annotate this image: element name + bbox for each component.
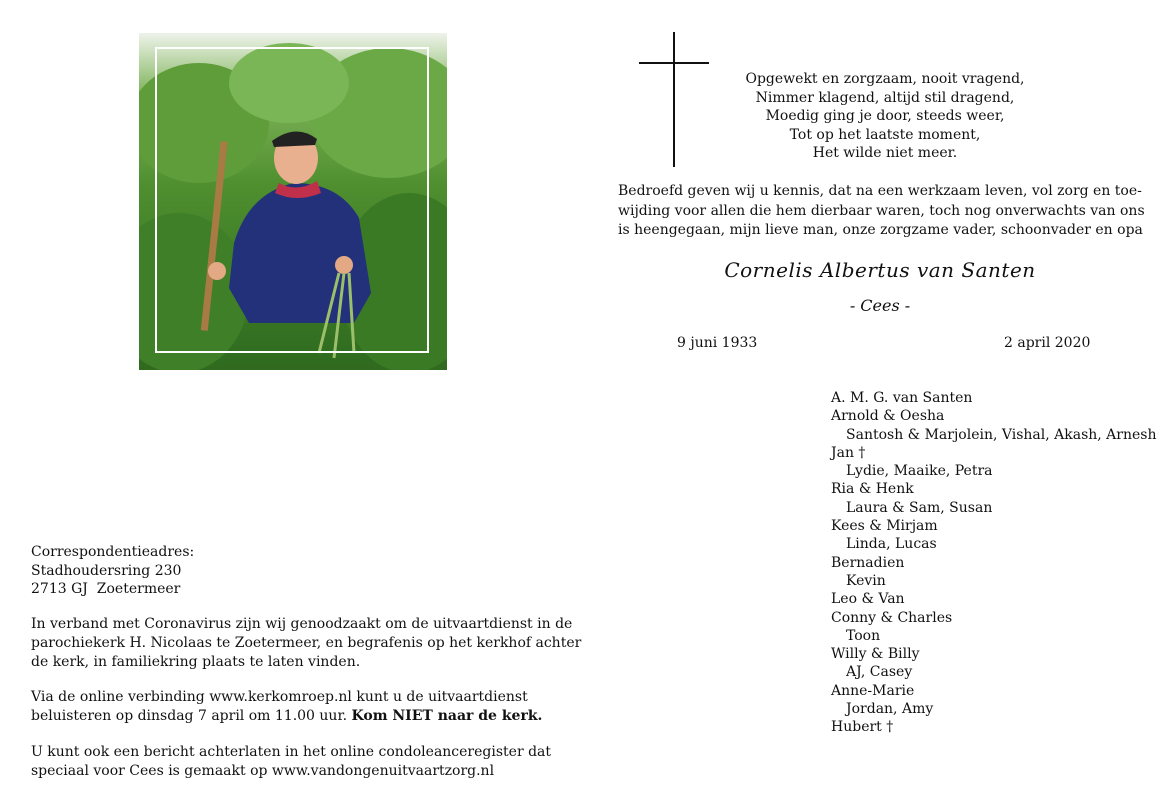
notice-line: speciaal voor Cees is gemaakt op www.vandongenuitvaartzorg.nl (31, 763, 495, 779)
family-grandchildren: Kevin (846, 572, 886, 589)
cross-horizontal (639, 62, 709, 64)
cross-vertical (673, 32, 675, 167)
family-member: Leo & Van (831, 591, 905, 608)
announcement-line: is heengegaan, mijn lieve man, onze zorgzame vader, schoonvader en opa (618, 222, 1143, 238)
notice-line: U kunt ook een bericht achterlaten in het online condoleanceregister dat (31, 744, 552, 760)
announcement (618, 182, 1145, 241)
notice-text: beluisteren op dinsdag 7 april om 11.00 uur. (31, 708, 352, 724)
poem (700, 70, 1070, 163)
family-grandchildren: Jordan, Amy (846, 701, 934, 718)
family-grandchildren: AJ, Casey (846, 664, 913, 681)
family-member: Jan † (831, 444, 866, 461)
photo-frame (155, 47, 429, 353)
deceased-name: Cornelis Albertus van Santen (724, 258, 1036, 282)
announcement-line: wijding voor allen die hem dierbaar waren, toch nog onverwachts van ons (618, 202, 1145, 219)
family-member: Hubert † (831, 719, 894, 736)
family-member: Kees & Mirjam (831, 518, 938, 535)
correspondence-address (31, 543, 194, 599)
correspondence-street: Stadhoudersring 230 (31, 562, 182, 579)
poem-line: Moedig ging je door, steeds weer, (765, 108, 1005, 124)
family-grandchildren: Linda, Lucas (846, 536, 937, 553)
notice-line-2 (31, 707, 571, 726)
nickname: - Cees - (849, 296, 911, 315)
condolence-notice (31, 743, 571, 781)
notice-line: de kerk, in familiekring plaats te laten vinden. (31, 654, 361, 670)
family-list (831, 389, 1157, 737)
online-service-notice (31, 688, 571, 726)
birth-date: 9 juni 1933 (677, 335, 758, 351)
poem-line: Nimmer klagend, altijd stil dragend, (755, 89, 1015, 106)
notice-line: In verband met Coronavirus zijn wij genoodzaakt om de uitvaartdienst in de (31, 616, 573, 632)
family-member: Anne-Marie (831, 682, 915, 699)
family-grandchildren: Toon (846, 627, 881, 644)
family-member: A. M. G. van Santen (831, 390, 973, 406)
poem-line: Opgewekt en zorgzaam, nooit vragend, (745, 71, 1025, 87)
family-member: Willy & Billy (831, 646, 920, 663)
announcement-line: Bedroefd geven wij u kennis, dat na een werkzaam leven, vol zorg en toe- (618, 183, 1142, 199)
family-grandchildren: Santosh & Marjolein, Vishal, Akash, Arnesh (846, 426, 1157, 443)
correspondence-city: 2713 GJ Zoetermeer (31, 581, 181, 597)
poem-line: Tot op het laatste moment, (789, 126, 981, 143)
family-member: Conny & Charles (831, 609, 953, 626)
death-date: 2 april 2020 (1004, 335, 1091, 351)
notice-line: Via de online verbinding www.kerkomroep.nl kunt u de uitvaartdienst (31, 689, 528, 705)
family-grandchildren: Lydie, Maaike, Petra (846, 463, 993, 480)
corona-notice (31, 615, 582, 672)
portrait-photo (139, 33, 447, 370)
family-member: Ria & Henk (831, 481, 914, 498)
family-member: Arnold & Oesha (831, 408, 945, 425)
correspondence-label: Correspondentieadres: (31, 544, 195, 560)
family-member: Bernadien (831, 554, 905, 571)
notice-warning: Kom NIET naar de kerk. (351, 708, 543, 724)
family-grandchildren: Laura & Sam, Susan (846, 499, 993, 516)
notice-line: parochiekerk H. Nicolaas te Zoetermeer, en begrafenis op het kerkhof achter (31, 635, 582, 651)
poem-line: Het wilde niet meer. (812, 145, 958, 161)
